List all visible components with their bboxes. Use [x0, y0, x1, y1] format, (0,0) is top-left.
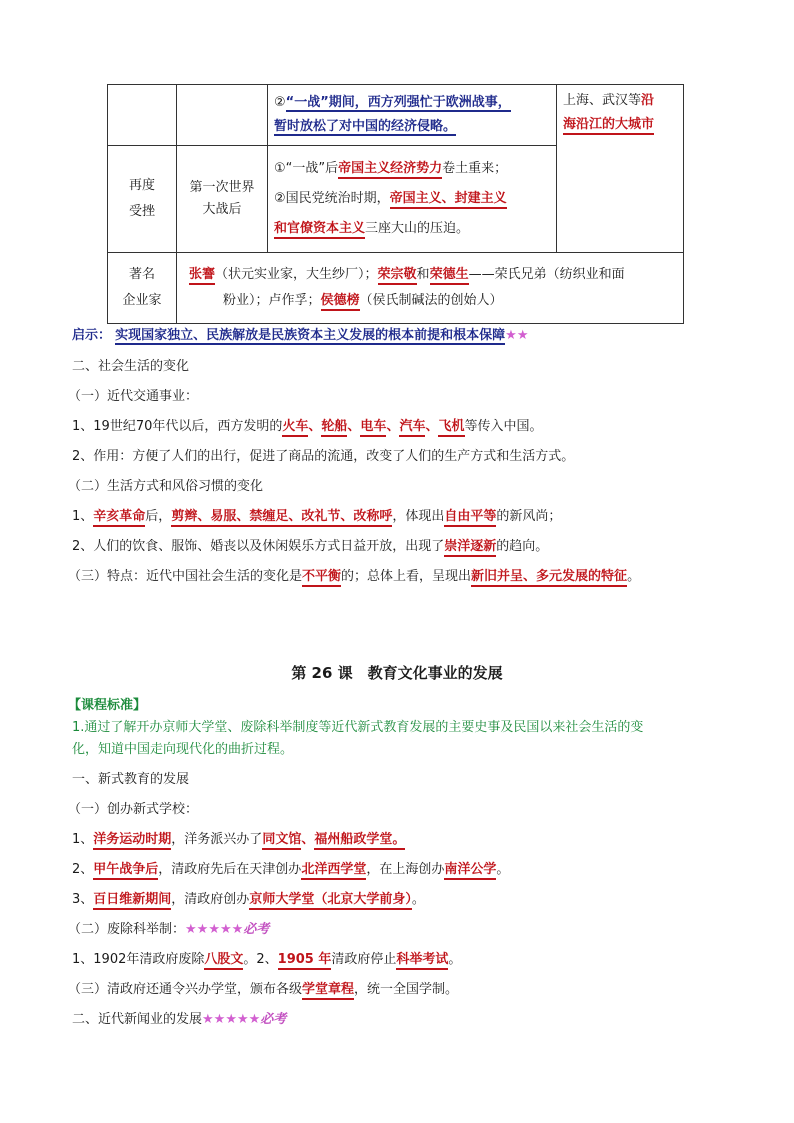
- list-item: [68, 978, 458, 997]
- r2-l1-pre: ①“一战”后: [274, 161, 339, 176]
- person-houdebang: 侯德榜: [321, 293, 360, 311]
- person-rongzongjing: 荣宗敬: [378, 267, 417, 285]
- r3-t3: ——荣氏兄弟（纺织业和面: [468, 267, 625, 282]
- sep: 、: [386, 419, 400, 434]
- subheading: [68, 918, 269, 937]
- keyword: 电车: [360, 419, 386, 437]
- item-text: ，体现出: [392, 509, 445, 524]
- region-a: 上海、武汉等: [563, 93, 642, 108]
- keyword: 同文馆: [262, 832, 301, 850]
- lesson-title: 第 26 课 教育文化事业的发展: [291, 664, 503, 682]
- item-text: 。: [411, 892, 425, 907]
- star-icon: ★★★★★: [202, 1012, 261, 1027]
- item-text: （三）清政府还通令兴办学堂，颁布各级: [68, 982, 303, 997]
- keyword: 辛亥革命: [93, 509, 145, 527]
- star-icon: ★★: [505, 328, 529, 343]
- reason-num: ②: [274, 95, 286, 110]
- keyword: 八股文: [204, 952, 243, 970]
- reason-cell: [268, 85, 557, 146]
- section-heading: [72, 1008, 286, 1027]
- standard-label: 【课程标准】: [68, 698, 147, 713]
- stage-label-b: 受挫: [128, 204, 155, 219]
- item-text: 的新风尚；: [496, 509, 562, 524]
- r3-t4: 粉业）；卢作孚；: [223, 293, 321, 308]
- item-text: 等传入中国。: [464, 419, 543, 434]
- keyword: 学堂章程: [302, 982, 354, 1000]
- period-a: 第一次世界: [189, 180, 255, 195]
- region-cell: [557, 85, 684, 253]
- reason-text-a: “一战”期间，西方列强忙于欧洲战事，: [285, 95, 511, 110]
- keyword: 轮船: [321, 419, 347, 437]
- keyword: 火车: [282, 419, 308, 437]
- keyword: 福州船政学堂。: [314, 832, 405, 850]
- item-text: 后，: [145, 509, 172, 524]
- keyword: 京师大学堂（北京大学前身）: [249, 892, 412, 910]
- keyword: 新旧并呈、多元发展的特征: [471, 569, 627, 587]
- r2-l1-red: 帝国主义经济势力: [338, 161, 442, 179]
- section-heading: 一、新式教育的发展: [72, 772, 190, 787]
- r2-l3-post: 三座大山的压迫。: [365, 221, 470, 236]
- subheading: （一）近代交通事业：: [68, 389, 199, 404]
- list-item: [72, 415, 543, 434]
- region-c: 海沿江的大城市: [563, 117, 654, 135]
- sep: 、: [301, 832, 315, 847]
- keyword: 汽车: [399, 419, 425, 437]
- sep: 、: [347, 419, 361, 434]
- r3-t1: （状元实业家，大生纱厂）；: [215, 267, 378, 282]
- list-item: [72, 828, 405, 847]
- item-text: 清政府停止: [331, 952, 397, 967]
- item-text: 的；总体上看，呈现出: [341, 569, 472, 584]
- item-text: ，在上海创办: [366, 862, 445, 877]
- list-item: [68, 565, 640, 584]
- enterprise-table: [107, 84, 684, 324]
- keyword: 自由平等: [444, 509, 496, 527]
- item-text: （二）废除科举制：: [68, 922, 186, 937]
- insight-text: 实现国家独立、民族解放是民族资本主义发展的根本前提和根本保障: [115, 328, 506, 343]
- r2-l3-red: 和官僚资本主义: [274, 221, 365, 239]
- keyword: 南洋公学: [444, 862, 496, 880]
- item-text: 1、: [72, 832, 94, 847]
- list-item: [72, 505, 561, 524]
- item-text: 1、: [72, 509, 94, 524]
- period-cell: [177, 146, 268, 253]
- stage-cell: [108, 253, 177, 324]
- person-zhangjian: 张謇: [189, 267, 215, 285]
- item-text: 1、19世纪70年代以后，西方发明的: [72, 419, 283, 434]
- standard-text: 1.通过了解开办京师大学堂、废除科举制度等近代新式教育发展的主要史事及民国以来社会生活的变: [72, 720, 644, 735]
- r2-l1-post: 卷土重来；: [442, 161, 508, 176]
- stage-label-a: 再度: [128, 178, 155, 193]
- list-item: [72, 535, 548, 554]
- standard-text: 化，知道中国走向现代化的曲折过程。: [72, 742, 294, 757]
- list-item: [72, 858, 509, 877]
- stage-cell: [108, 85, 177, 146]
- period-cell: [177, 85, 268, 146]
- item-text: （三）特点：近代中国社会生活的变化是: [68, 569, 303, 584]
- insight-label: 启示：: [72, 328, 112, 343]
- period-b: 大战后: [202, 202, 242, 217]
- item-text: 的趋向。: [496, 539, 549, 554]
- stage-label-b: 企业家: [122, 293, 162, 308]
- sep: 、: [308, 419, 322, 434]
- stage-label-a: 著名: [128, 267, 155, 282]
- keyword: 百日维新期间: [93, 892, 171, 910]
- item-text: 。: [448, 952, 462, 967]
- subheading: （一）创办新式学校：: [68, 802, 199, 817]
- r3-t2: 和: [416, 267, 430, 282]
- insight-line: [72, 324, 528, 343]
- table-row: [108, 85, 684, 146]
- item-text: ，清政府先后在天津创办: [158, 862, 302, 877]
- keyword: 北洋西学堂: [301, 862, 366, 880]
- list-item: 2、作用：方便了人们的出行，促进了商品的流通，改变了人们的生产方式和生活方式。: [72, 449, 575, 464]
- keyword: 崇洋逐新: [444, 539, 496, 557]
- reason-cell: [268, 146, 557, 253]
- r2-l2-pre: ②国民党统治时期，: [274, 191, 390, 206]
- keyword: 剪辫、易服、禁缠足、改礼节、改称呼: [171, 509, 392, 527]
- item-text: 3、: [72, 892, 94, 907]
- keyword: 科举考试: [396, 952, 448, 970]
- item-text: ，洋务派兴办了: [171, 832, 263, 847]
- keyword: 不平衡: [302, 569, 341, 587]
- item-text: 。2、: [243, 952, 278, 967]
- person-rongdesheng: 荣德生: [430, 267, 469, 285]
- item-text: ，统一全国学制。: [354, 982, 459, 997]
- item-text: ，清政府创办: [171, 892, 250, 907]
- item-text: 二、近代新闻业的发展: [72, 1012, 203, 1027]
- list-item: [72, 948, 461, 967]
- item-text: 。: [496, 862, 510, 877]
- region-b: 沿: [641, 93, 655, 108]
- r3-t5: （侯氏制碱法的创始人）: [359, 293, 503, 308]
- stage-cell: [108, 146, 177, 253]
- list-item: [72, 888, 425, 907]
- item-text: 2、人们的饮食、服饰、婚丧以及休闲娱乐方式日益开放，出现了: [72, 539, 445, 554]
- r2-l2-red: 帝国主义、封建主义: [390, 191, 507, 209]
- keyword: 1905 年: [278, 952, 332, 970]
- keyword: 甲午战争后: [93, 862, 158, 880]
- subheading: （二）生活方式和风俗习惯的变化: [68, 479, 264, 494]
- must-badge: 必考: [260, 1012, 287, 1027]
- table-row: [108, 253, 684, 324]
- item-text: 2、: [72, 862, 94, 877]
- item-text: 1、1902年清政府废除: [72, 952, 205, 967]
- reason-text-b: 暂时放松了对中国的经济侵略。: [274, 119, 457, 134]
- sep: 、: [425, 419, 439, 434]
- keyword: 飞机: [438, 419, 464, 437]
- keyword: 洋务运动时期: [93, 832, 171, 850]
- entrepreneur-cell: [177, 253, 684, 324]
- item-text: 。: [627, 569, 641, 584]
- star-icon: ★★★★★: [185, 922, 244, 937]
- must-badge: 必考: [243, 922, 270, 937]
- section-heading: 二、社会生活的变化: [72, 359, 190, 374]
